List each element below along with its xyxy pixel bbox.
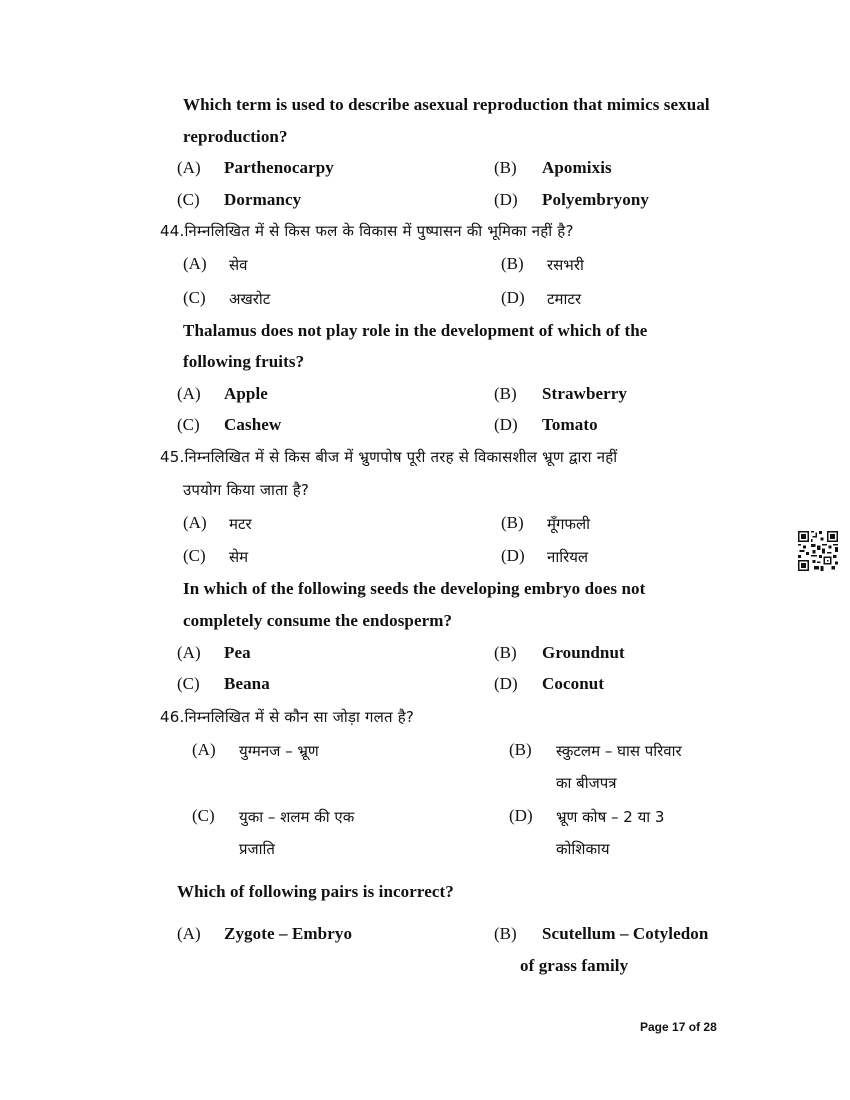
page-of: of bbox=[688, 1020, 701, 1034]
q44-option-a-text: Apple bbox=[224, 384, 268, 403]
q46-hindi-question: 46.निम्नलिखित में से कौन सा जोड़ा गलत है? bbox=[160, 708, 415, 726]
q46-hi-option-d-line2: कोशिकाय bbox=[556, 840, 610, 858]
qr-code-icon bbox=[798, 531, 838, 571]
q43-option-b-label: (B) bbox=[494, 158, 517, 177]
q45-question-line2: completely consume the endosperm? bbox=[183, 611, 453, 630]
q43-option-a-text: Parthenocarpy bbox=[224, 158, 334, 177]
q45-question-line1: In which of the following seeds the developing embryo does not bbox=[183, 579, 646, 598]
q44-hi-option-a-label: (A) bbox=[183, 254, 207, 273]
q44-hi-option-c-label: (C) bbox=[183, 288, 206, 307]
q45-option-a-label: (A) bbox=[177, 643, 201, 662]
page-word: Page bbox=[640, 1020, 669, 1034]
q45-option-d-label: (D) bbox=[494, 674, 518, 693]
q46-hi-option-b-line2: का बीजपत्र bbox=[556, 774, 617, 792]
q44-hi-option-d-label: (D) bbox=[501, 288, 525, 307]
q44-question-line2: following fruits? bbox=[183, 352, 305, 371]
q43-option-b-text: Apomixis bbox=[542, 158, 612, 177]
q46-option-a-label: (A) bbox=[177, 924, 201, 943]
q43-option-c-label: (C) bbox=[177, 190, 200, 209]
page-current: 17 bbox=[672, 1020, 686, 1034]
q44-option-d-label: (D) bbox=[494, 415, 518, 434]
q45-option-c-label: (C) bbox=[177, 674, 200, 693]
q46-hi-option-c-line1: युका – शलम की एक bbox=[239, 808, 355, 826]
q46-hi-option-a-label: (A) bbox=[192, 740, 216, 759]
q44-option-b-text: Strawberry bbox=[542, 384, 628, 403]
q46-hi-option-c-label: (C) bbox=[192, 806, 215, 825]
q44-hi-option-b-text: रसभरी bbox=[547, 256, 584, 274]
q46-hi-option-c-line2: प्रजाति bbox=[239, 840, 275, 858]
q43-option-c-text: Dormancy bbox=[224, 190, 302, 209]
q43-option-a-label: (A) bbox=[177, 158, 201, 177]
q46-option-b-line2: of grass family bbox=[520, 956, 629, 975]
page-total: 28 bbox=[703, 1020, 717, 1034]
q45-option-d-text: Coconut bbox=[542, 674, 605, 693]
q45-option-a-text: Pea bbox=[224, 643, 251, 662]
q45-hi-option-d-label: (D) bbox=[501, 546, 525, 565]
q43-question-line1: Which term is used to describe asexual reproduction that mimics sexual bbox=[183, 95, 710, 114]
q44-hi-option-b-label: (B) bbox=[501, 254, 524, 273]
q45-hi-option-c-text: सेम bbox=[229, 548, 249, 566]
q46-hi-option-b-line1: स्कुटलम – घास परिवार bbox=[556, 742, 682, 760]
q45-hi-option-b-label: (B) bbox=[501, 513, 524, 532]
q46-hi-option-d-label: (D) bbox=[509, 806, 533, 825]
q45-hindi-question-line2: उपयोग किया जाता है? bbox=[183, 481, 310, 499]
q45-option-c-text: Beana bbox=[224, 674, 270, 693]
q44-option-d-text: Tomato bbox=[542, 415, 598, 434]
q46-option-b-line1: Scutellum – Cotyledon bbox=[542, 924, 709, 943]
q44-hi-option-a-text: सेव bbox=[229, 256, 248, 274]
q44-option-b-label: (B) bbox=[494, 384, 517, 403]
q43-option-d-text: Polyembryony bbox=[542, 190, 649, 209]
q44-option-a-label: (A) bbox=[177, 384, 201, 403]
q46-hi-option-a-line1: युग्मनज – भ्रूण bbox=[239, 742, 319, 760]
q44-hi-option-d-text: टमाटर bbox=[547, 290, 582, 308]
q44-option-c-text: Cashew bbox=[224, 415, 282, 434]
q45-hindi-question-line1: 45.निम्नलिखित में से किस बीज में भ्रुणपोष पूरी तरह से विकासशील भ्रूण द्वारा नहीं bbox=[160, 448, 618, 466]
q46-question: Which of following pairs is incorrect? bbox=[177, 882, 454, 901]
q45-option-b-text: Groundnut bbox=[542, 643, 625, 662]
page-number bbox=[640, 1020, 717, 1034]
q45-option-b-label: (B) bbox=[494, 643, 517, 662]
q45-hi-option-a-label: (A) bbox=[183, 513, 207, 532]
q44-option-c-label: (C) bbox=[177, 415, 200, 434]
q46-option-a-text: Zygote – Embryo bbox=[224, 924, 353, 943]
q45-hi-option-c-label: (C) bbox=[183, 546, 206, 565]
q45-hi-option-a-text: मटर bbox=[229, 515, 252, 533]
q46-option-b-label: (B) bbox=[494, 924, 517, 943]
q44-hi-option-c-text: अखरोट bbox=[229, 290, 271, 308]
q46-hi-option-d-line1: भ्रूण कोष – 2 या 3 bbox=[556, 808, 665, 826]
q43-option-d-label: (D) bbox=[494, 190, 518, 209]
q43-question-line2: reproduction? bbox=[183, 127, 288, 146]
q44-question-line1: Thalamus does not play role in the development of which of the bbox=[183, 321, 648, 340]
q44-hindi-question: 44.निम्नलिखित में से किस फल के विकास में पुष्पासन की भूमिका नहीं है? bbox=[160, 222, 574, 240]
q45-hi-option-d-text: नारियल bbox=[547, 548, 589, 566]
q45-hi-option-b-text: मूँगफली bbox=[547, 515, 591, 533]
q46-hi-option-b-label: (B) bbox=[509, 740, 532, 759]
